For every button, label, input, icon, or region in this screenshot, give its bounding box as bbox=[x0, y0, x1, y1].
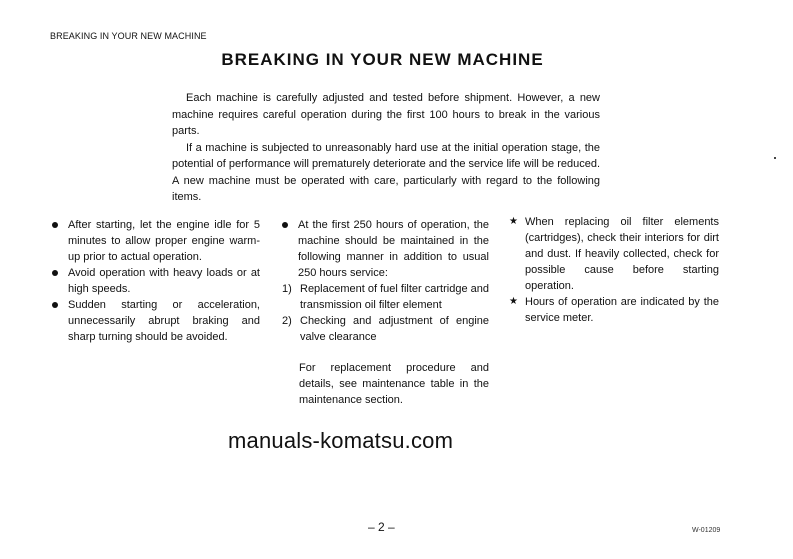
intro-paragraph: Each machine is carefully adjusted and tested before shipment. However, a new machine requires careful operation during the first 100 hours to break in the various parts. bbox=[172, 92, 600, 137]
list-item: At the first 250 hours of operation, the machine should be maintained in the following manner in addition to usual 250 hours service: bbox=[282, 217, 489, 281]
maintenance-note: For replacement procedure and details, see maintenance table in the maintenance section. bbox=[299, 362, 489, 406]
list-item: Sudden starting or acceleration, unnecessarily abrupt braking and sharp turning should be avoided. bbox=[52, 297, 260, 345]
list-item: After starting, let the engine idle for 5 minutes to allow proper engine warm-up prior to actual operation. bbox=[52, 217, 260, 265]
note-item: ★ When replacing oil filter elements (cartridges), check their interiors for dirt and dust. If heavily collected, check for possible cause before starting operation. bbox=[509, 216, 719, 292]
document-code: W-01209 bbox=[692, 527, 721, 534]
intro-text bbox=[172, 90, 600, 206]
list-item: Avoid operation with heavy loads or at high speeds. bbox=[52, 265, 260, 297]
column-left bbox=[52, 217, 260, 345]
intro-paragraph: If a machine is subjected to unreasonably hard use at the initial operation stage, the potential of performance will prematurely deteriorate and the service life will be reduced. A new machine must be operated with care, particularly with regard to the following items. bbox=[172, 141, 600, 203]
bullet-icon bbox=[52, 265, 68, 281]
star-icon: ★ bbox=[509, 296, 518, 307]
running-header: BREAKING IN YOUR NEW MACHINE bbox=[50, 31, 207, 41]
watermark: manuals-komatsu.com bbox=[228, 428, 454, 453]
bullet-icon bbox=[282, 217, 298, 233]
bullet-icon bbox=[52, 217, 68, 233]
note-item: ★ Hours of operation are indicated by the service meter. bbox=[509, 296, 719, 324]
page-number: – 2 – bbox=[368, 520, 395, 534]
page-title: BREAKING IN YOUR NEW MACHINE bbox=[221, 50, 544, 69]
scan-speck bbox=[774, 157, 776, 159]
numbered-item: 1) Replacement of fuel filter cartridge and transmission oil filter element bbox=[282, 283, 489, 311]
star-icon: ★ bbox=[509, 216, 518, 227]
numbered-item: 2) Checking and adjustment of engine valve clearance bbox=[282, 315, 489, 343]
column-right bbox=[509, 214, 719, 326]
column-middle bbox=[282, 217, 489, 408]
bullet-icon bbox=[52, 297, 68, 313]
